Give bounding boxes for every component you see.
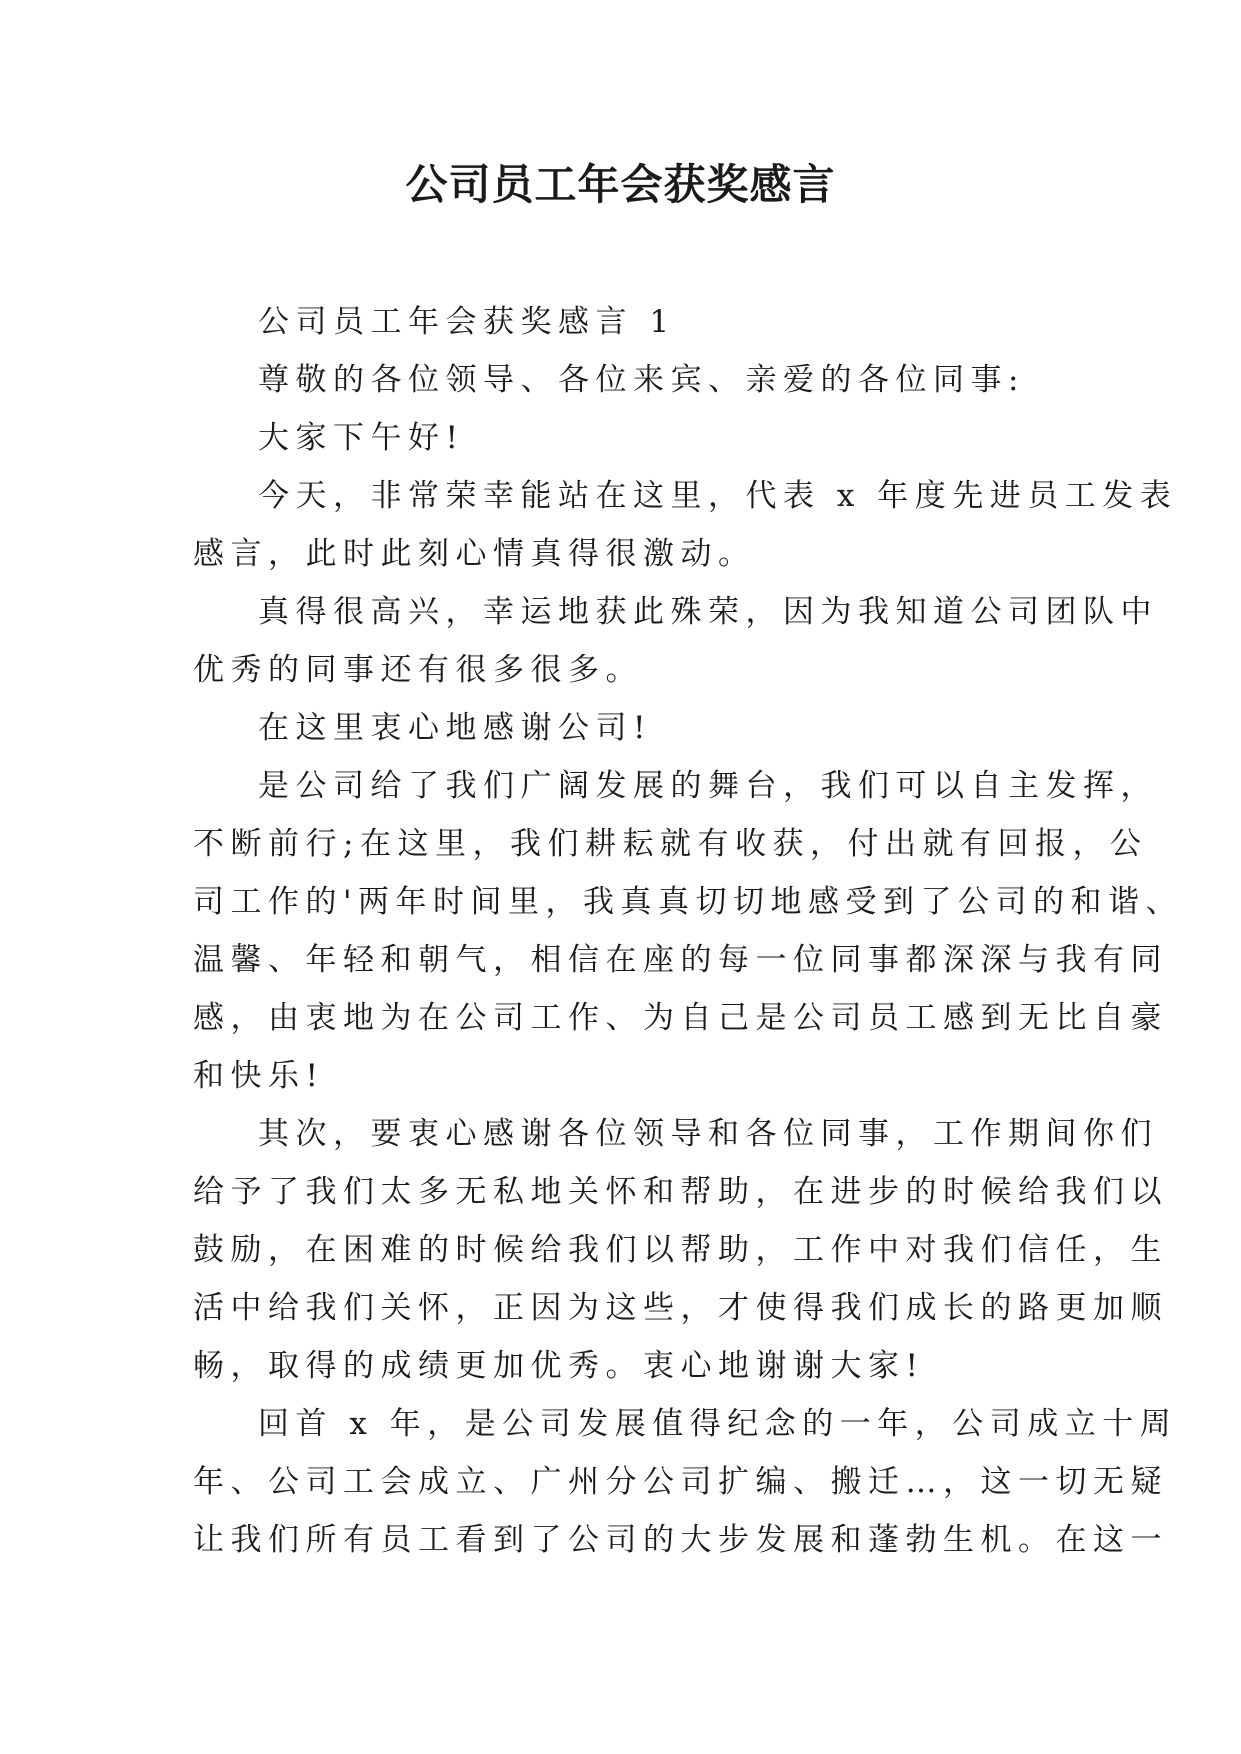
text-line: 是公司给了我们广阔发展的舞台，我们可以自主发挥， [258,768,1158,804]
text-line: 温馨、年轻和朝气，相信在座的每一位同事都深深与我有同 [193,942,1168,978]
text-line: 活中给我们关怀，正因为这些，才使得我们成长的路更加顺 [193,1290,1168,1326]
text-line: 不断前行;在这里，我们耕耘就有收获，付出就有回报，公 [193,826,1148,862]
text-line: 感，由衷地为在公司工作、为自己是公司员工感到无比自豪 [193,1000,1168,1036]
text-line: 优秀的同事还有很多很多。 [193,652,643,688]
text-line: 在这里衷心地感谢公司! [258,710,652,746]
text-line: 司工作的'两年时间里，我真真切切地感受到了公司的和谐、 [193,884,1184,920]
text-line: 今天，非常荣幸能站在这里，代表 x 年度先进员工发表 [258,478,1178,514]
text-line: 真得很高兴，幸运地获此殊荣，因为我知道公司团队中 [258,594,1158,630]
paragraph-thanks-company [193,699,1063,757]
text-line: 让我们所有员工看到了公司的大步发展和蓬勃生机。在这一 [193,1522,1168,1558]
paragraph-honor [193,583,1158,699]
paragraph-heading-1 [193,293,1063,351]
paragraph-salutation [193,351,1063,409]
text-line: 和快乐! [193,1058,325,1094]
text-line: 其次，要衷心感谢各位领导和各位同事，工作期间你们 [258,1116,1158,1152]
text-line: 尊敬的各位领导、各位来宾、亲爱的各位同事: [258,362,1025,398]
text-line: 畅，取得的成绩更加优秀。衷心地谢谢大家! [193,1348,925,1384]
document-body [193,293,1184,1569]
text-line: 大家下午好! [258,420,465,456]
document-title: 公司员工年会获奖感言 [405,160,836,209]
text-line: 鼓励，在困难的时候给我们以帮助，工作中对我们信任，生 [193,1232,1168,1268]
text-line: 感言，此时此刻心情真得很激动。 [193,536,756,572]
text-line: 回首 x 年，是公司发展值得纪念的一年，公司成立十周 [258,1406,1178,1442]
paragraph-thanks-colleagues [193,1105,1168,1395]
text-line: 年、公司工会成立、广州分公司扩编、搬迁…，这一切无疑 [193,1464,1168,1500]
text-line: 给予了我们太多无私地关怀和帮助，在进步的时候给我们以 [193,1174,1168,1210]
paragraph-review [193,1395,1178,1569]
text-line: 公司员工年会获奖感言 1 [258,304,676,340]
paragraph-intro [193,467,1178,583]
paragraph-company-stage [193,757,1184,1105]
paragraph-greeting [193,409,1063,467]
